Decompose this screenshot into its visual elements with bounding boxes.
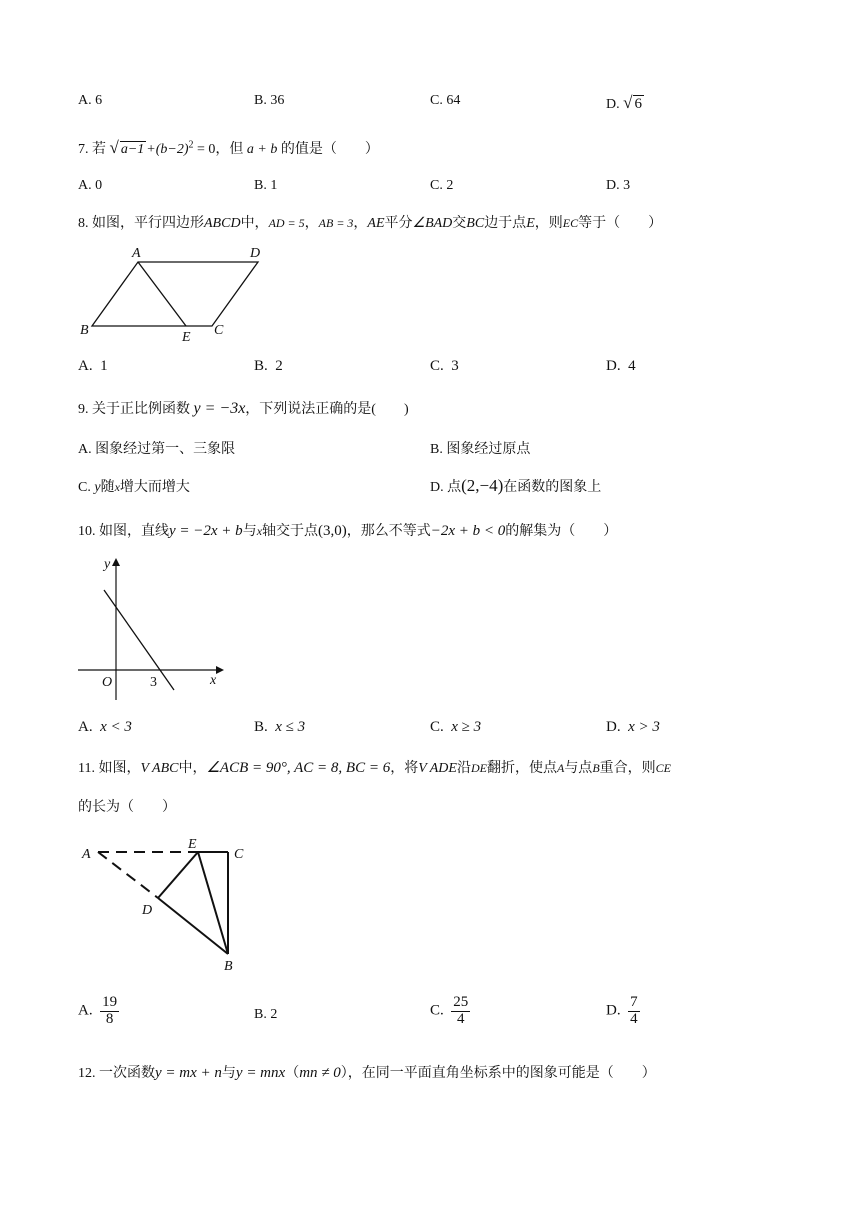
y-axis-arrow-icon [112,558,120,566]
q9-option-a: A. 图象经过第一、三象限 [78,442,236,457]
q10-option-a: A. x < 3 [78,719,132,735]
q9-option-b: B. 图象经过原点 [430,442,531,457]
q11-option-b: B. 2 [254,1007,278,1022]
label-x: x [210,673,217,688]
label-A: A [132,246,141,261]
label-B: B [224,959,233,974]
label-C: C [214,323,224,338]
label-three: 3 [150,675,157,690]
segment-eb [198,852,228,954]
q11-triangle-figure [76,826,266,976]
q10-stem: 10. 如图，直线y = −2x + b与x轴交于点(3,0)，那么不等式−2x + b < 0的解集为（ ） [78,523,618,539]
label-E: E [188,837,197,852]
q11-stem-line1: 11. 如图，V ABC中，∠ACB = 90°, AC = 8, BC = 6，将V ADE沿DE翻折，使点A与点B重合，则CE [78,760,671,776]
q11-stem-line2: 的长为（ ） [78,800,176,815]
q11-option-c: C. $\frac{25}{4}$ [430,994,469,1027]
q7-option-d: D. 3 [606,178,631,193]
q9-option-c: C. y随x增大而增大 [78,480,190,495]
q6-option-b: B. 36 [254,93,285,108]
dashed-ad [98,852,158,898]
q10-option-c: C. x ≥ 3 [430,719,482,735]
label-A: A [82,847,91,862]
line-graph [104,590,174,690]
label-y: y [104,557,111,572]
q11-option-a: A. $\frac{19}{8}$ [78,994,118,1027]
q10-graph-figure [76,552,226,702]
q6-option-d: D. √ 6 [606,93,642,112]
q9-option-d: D. 点(2,−4)在函数的图象上 [430,476,602,495]
q8-parallelogram-figure [76,240,276,348]
label-C: C [234,847,244,862]
q11-option-d: D. $\frac{7}{4}$ [606,994,638,1027]
q7-option-c: C. 2 [430,178,454,193]
q8-option-b: B. 2 [254,358,283,374]
parallelogram-abcd [92,262,258,326]
segment-db [158,898,228,954]
q8-stem: 8. 如图，平行四边形ABCD中，AD = 5，AB = 3，AE平分∠BAD交BC边于点E，则EC等于（ ） [78,216,663,231]
label-B: B [80,323,89,338]
q8-option-a: A. 1 [78,358,108,374]
label-D: D [142,903,153,918]
q9-stem: 9. 关于正比例函数 y = −3x，下列说法正确的是( ) [78,400,409,417]
q10-option-d: D. x > 3 [606,719,660,735]
x-axis-arrow-icon [216,666,224,674]
segment-de [158,852,198,898]
label-D: D [250,246,261,261]
q7-option-b: B. 1 [254,178,278,193]
q6-option-a: A. 6 [78,93,103,108]
q12-stem: 12. 一次函数y = mx + n与y = mnx（mn ≠ 0），在同一平面直角坐标系中的图象可能是（ ） [78,1065,656,1081]
q10-option-b: B. x ≤ 3 [254,719,306,735]
label-origin: O [102,675,113,690]
segment-ae [138,262,186,326]
q6-option-c: C. 64 [430,93,461,108]
label-E: E [182,330,191,345]
q7-stem: 7. 若 √ $a-1 +(b-2)^2 = 0$，但 a + b 的值是（ ） [78,138,379,157]
q8-option-d: D. 4 [606,358,636,374]
q8-option-c: C. 3 [430,358,459,374]
q7-option-a: A. 0 [78,178,103,193]
